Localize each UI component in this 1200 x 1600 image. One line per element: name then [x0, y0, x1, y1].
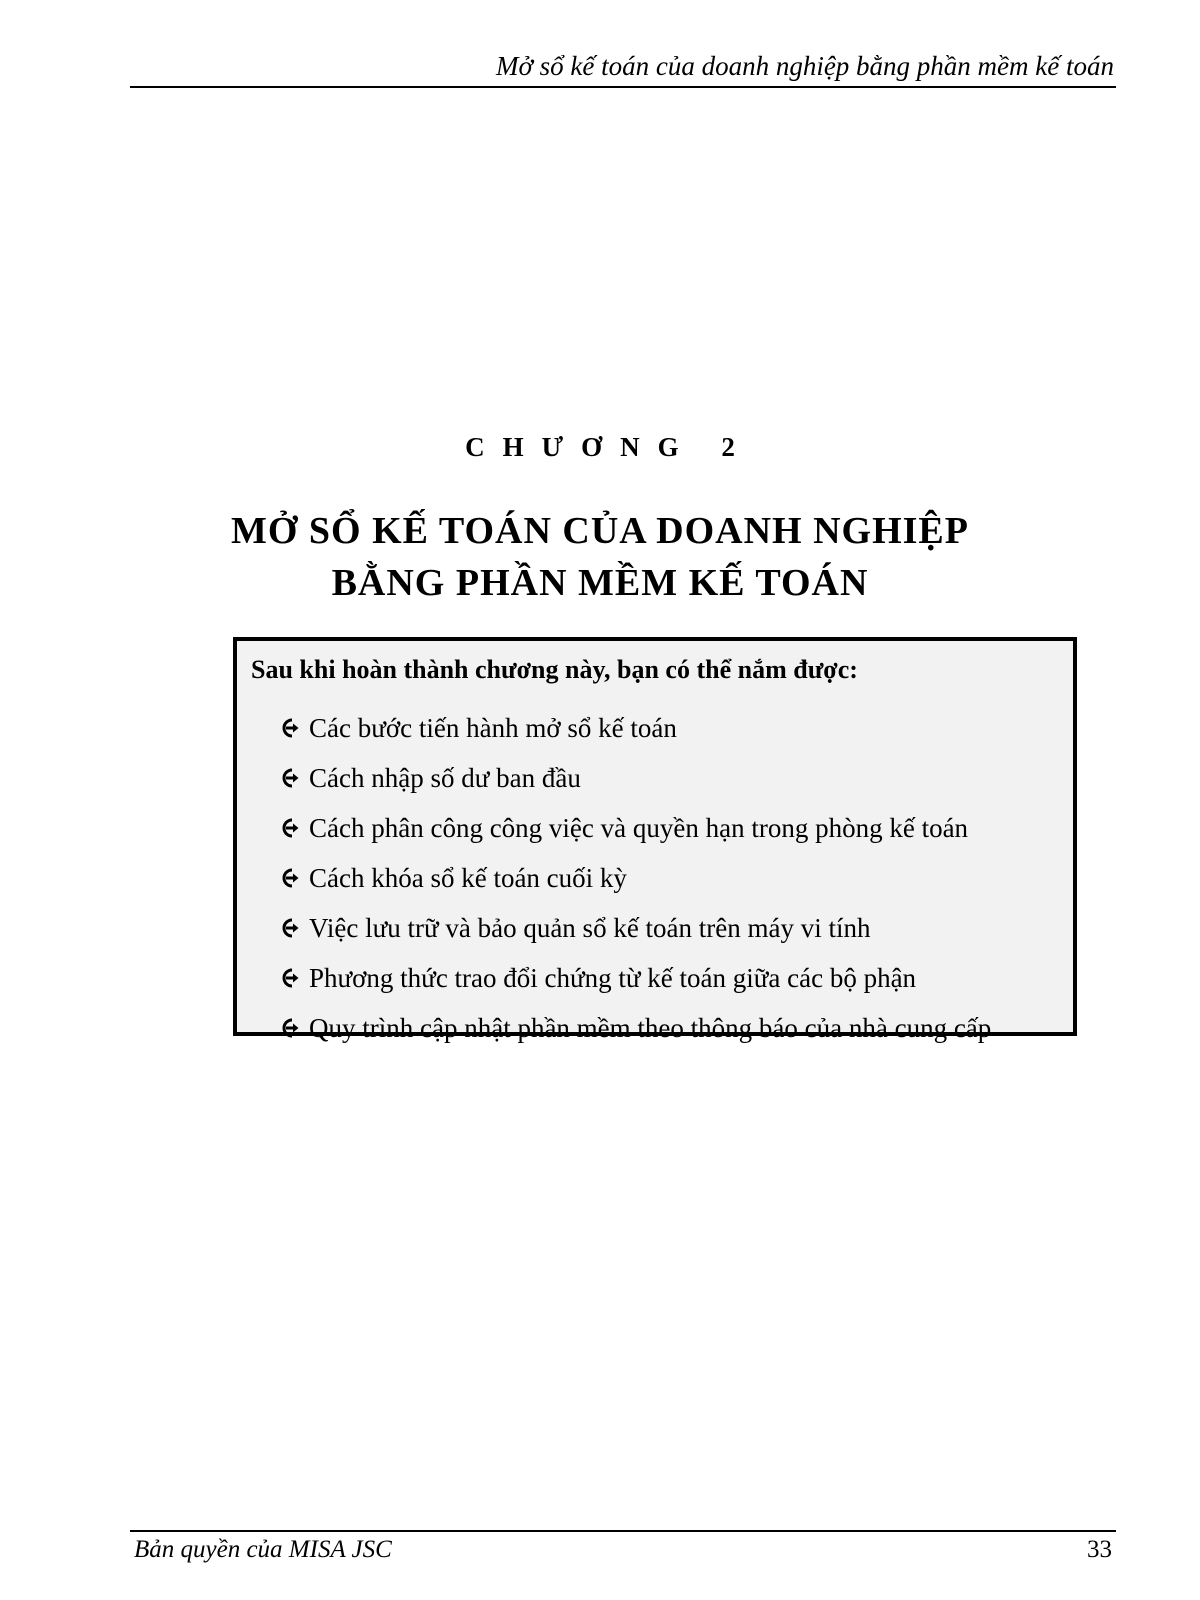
- running-header-title: Mở sổ kế toán của doanh nghiệp bằng phần mềm kế toán: [495, 51, 1114, 81]
- chapter-title: [0, 505, 1200, 609]
- chapter-title-line-1: MỞ SỔ KẾ TOÁN CỦA DOANH NGHIỆP: [230, 510, 969, 552]
- arrow-right-circle-icon: [281, 817, 303, 839]
- objective-text: Cách nhập số dư ban đầu: [309, 763, 581, 793]
- objective-text: Phương thức trao đổi chứng từ kế toán giữa các bộ phận: [309, 963, 917, 993]
- list-item: [281, 803, 991, 853]
- objective-text: Các bước tiến hành mở sổ kế toán: [309, 713, 677, 743]
- page-number: 33: [1087, 1536, 1112, 1563]
- objective-text: Cách khóa sổ kế toán cuối kỳ: [309, 863, 627, 893]
- objectives-intro: Sau khi hoàn thành chương này, bạn có thể nắm được:: [251, 655, 858, 684]
- chapter-title-line-2: BẰNG PHẦN MỀM KẾ TOÁN: [331, 562, 869, 604]
- footer-copyright: Bản quyền của MISA JSC: [134, 1536, 392, 1563]
- objective-text: Cách phân công công việc và quyền hạn trong phòng kế toán: [309, 813, 969, 843]
- list-item: [281, 853, 991, 903]
- chapter-label: CHƯƠNG 2: [465, 432, 753, 462]
- list-item: [281, 753, 991, 803]
- arrow-right-circle-icon: [281, 867, 303, 889]
- running-header: [130, 50, 1116, 88]
- arrow-right-circle-icon: [281, 1017, 303, 1039]
- arrow-right-circle-icon: [281, 967, 303, 989]
- list-item: [281, 1003, 991, 1053]
- objective-text: Quy trình cập nhật phần mềm theo thông báo của nhà cung cấp: [309, 1013, 992, 1043]
- arrow-right-circle-icon: [281, 917, 303, 939]
- page-footer: [130, 1530, 1116, 1572]
- arrow-right-circle-icon: [281, 767, 303, 789]
- arrow-right-circle-icon: [281, 717, 303, 739]
- objectives-box: [233, 637, 1077, 1043]
- list-item: [281, 953, 991, 1003]
- objective-text: Việc lưu trữ và bảo quản sổ kế toán trên máy vi tính: [309, 913, 871, 943]
- list-item: [281, 703, 991, 753]
- list-item: [281, 903, 991, 953]
- objectives-list: [281, 703, 991, 1053]
